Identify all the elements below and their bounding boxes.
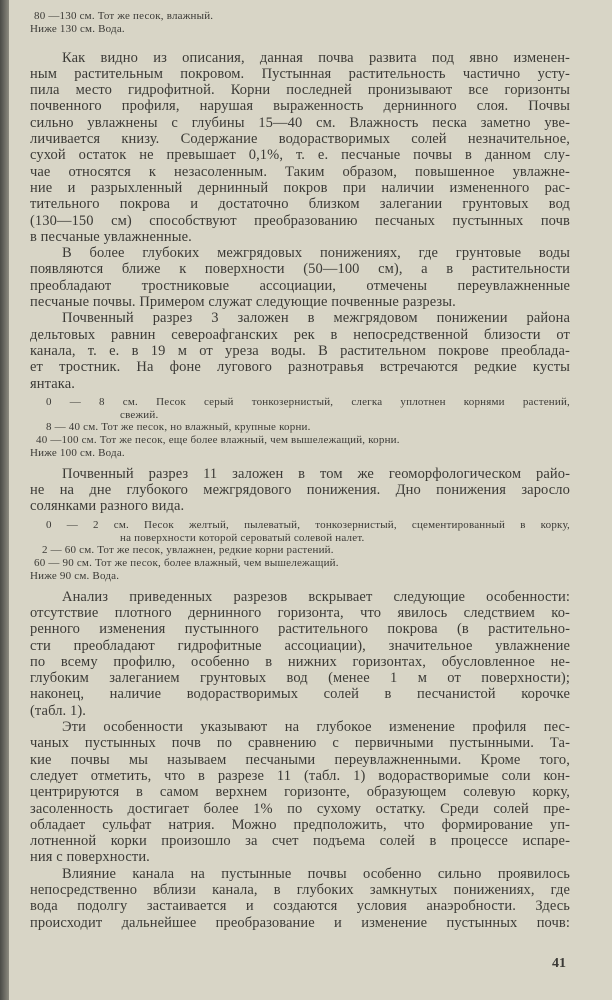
text-line: чае относятся к незасоленным. Таким образом, повышенное увлажне- — [30, 163, 570, 180]
text-line: Влияние канала на пустынные почвы особенно сильно проявилось — [62, 865, 570, 882]
paragraph — [30, 589, 570, 719]
text-line: сильно увлажнены с глубины 15—40 см. Влажность песка заметно уве- — [30, 114, 570, 131]
profile-line: 8 — 40 см. Тот же песок, но влажный, крупные корни. — [46, 421, 311, 434]
text-line: (130—150 см) способствуют преобразованию песчаных пустынных почв — [30, 212, 570, 229]
text-line: отсутствие плотного дернинного горизонта, что явилось следствием ко- — [30, 604, 570, 621]
text-line: сухой остаток не превышает 0,1%, т. е. песчаные почвы в данном слу- — [30, 147, 570, 164]
soil-profile-list — [30, 396, 570, 460]
profile-line: 2 — 60 см. Тот же песок, увлажнен, редкие корни растений. — [42, 544, 334, 557]
text-line: Анализ приведенных разрезов вскрывает следующие особенности: — [62, 588, 570, 605]
soil-profile-list — [30, 10, 570, 36]
text-line: песчаные почвы. Примером служат следующие почвенные разрезы. — [30, 294, 456, 311]
text-line: В более глубоких межгрядовых понижениях, где грунтовые воды — [62, 245, 570, 262]
text-line: центрируются в самом верхнем горизонте, образующем солевую корку, — [30, 784, 570, 801]
text-line: почвенного профиля, нарушая выраженность дернинного слоя. Почвы — [30, 98, 570, 115]
text-line: по всему профилю, особенно в нижних горизонтах, обусловленное не- — [30, 653, 570, 670]
text-line: ет тростник. На фоне лугового разнотравья встречаются редкие кусты — [30, 359, 570, 376]
profile-line: Ниже 90 см. Вода. — [30, 569, 120, 582]
paragraph — [30, 50, 570, 246]
text-line: ренного изменения пустынного растительного покрова (в растительно- — [30, 621, 570, 638]
profile-line: 0 — 8 см. Песок серый тонкозернистый, слегка уплотнен корнями растений, — [46, 395, 570, 408]
text-line: лотненной корки произошло за счет подъема солей в процессе испаре- — [30, 833, 570, 850]
text-line: следует отметить, что в разрезе 11 (табл. 1) водорастворимые соли кон- — [30, 767, 570, 784]
text-line: наконец, наличие водорастворимых солей в песчанистой корочке — [30, 686, 570, 703]
profile-line: 40 —100 см. Тот же песок, еще более влажный, чем вышележащий, корни. — [36, 434, 400, 447]
page-number: 41 — [552, 956, 566, 971]
profile-line: свежий. — [120, 408, 159, 421]
text-line: тительного покрова и достаточно близком залегании грунтовых вод — [30, 196, 570, 213]
page-edge — [0, 0, 9, 1000]
soil-profile-list — [30, 519, 570, 583]
text-line: кие почвы мы называем песчаными переувлажненными. Кроме того, — [30, 751, 570, 768]
profile-line: 60 — 90 см. Тот же песок, более влажный, чем вышележащий. — [34, 557, 339, 570]
text-line: дельтовых равнин североафганских рек в непосредственной близости от — [30, 326, 570, 343]
text-line: вода подолгу застаивается и создаются условия анаэробности. Здесь — [30, 898, 570, 915]
profile-line: 80 —130 см. Тот же песок, влажный. — [34, 10, 214, 22]
paragraph — [30, 245, 570, 310]
text-line: ным растительным покровом. Пустынная растительность частично усту- — [30, 65, 570, 82]
text-line: личивается книзу. Содержание водорастворимых солей незначительное, — [30, 131, 570, 148]
text-line: глубоким залеганием грунтовых вод (менее 1 м от поверхности); — [30, 670, 570, 687]
text-line: засоленность достигает более 1% по сухому остатку. Среди солей пре- — [30, 800, 570, 817]
paragraph — [30, 466, 570, 515]
text-line: появляются ближе к поверхности (50—100 см), а в растительности — [30, 261, 570, 278]
text-line: (табл. 1). — [30, 702, 86, 719]
text-line: ние и разрыхленный дернинный покров при наличии измененного рас- — [30, 179, 570, 196]
text-line: Почвенный разрез 3 заложен в межгрядовом понижении района — [62, 310, 570, 327]
text-line: чаных пустынных почв по сравнению с первичными пустынными. Та- — [30, 735, 570, 752]
text-line: сти преобладают гидрофитные ассоциации), значительное увлажнение — [30, 637, 570, 654]
profile-line: Ниже 130 см. Вода. — [30, 22, 125, 35]
profile-line: Ниже 100 см. Вода. — [30, 447, 125, 460]
text-line: не на дне глубокого межгрядового понижения. Дно понижения заросло — [30, 482, 570, 499]
text-line: канала, т. е. в 19 м от уреза воды. В растительном покрове преоблада- — [30, 342, 570, 359]
text-line: солянками разного вида. — [30, 498, 185, 515]
text-line: преобладают тростниковые ассоциации, отмечены переувлажненные — [30, 277, 570, 294]
text-line: янтака. — [30, 375, 75, 392]
paragraph — [30, 719, 570, 866]
text-line: в песчаные увлажненные. — [30, 228, 192, 245]
text-line: Эти особенности указывают на глубокое изменение профиля пес- — [62, 719, 570, 736]
profile-line: 0 — 2 см. Песок желтый, пылеватый, тонкозернистый, сцементированный в корку, — [46, 518, 570, 531]
document-page — [30, 10, 570, 931]
text-line: ния с поверхности. — [30, 849, 150, 866]
text-line: обладает сульфат натрия. Можно предположить, что формирование уп- — [30, 816, 570, 833]
paragraph — [30, 866, 570, 931]
text-line: происходит дальнейшее преобразование и изменение пустынных почв: — [30, 914, 570, 931]
text-line: Почвенный разрез 11 заложен в том же геоморфологическом райо- — [62, 465, 570, 482]
text-line: пила место гидрофитной. Корни последней пронизывают все горизонты — [30, 82, 570, 99]
text-line: Как видно из описания, данная почва развита под явно изменен- — [62, 49, 570, 66]
profile-line: на поверхности которой сероватый солевой налет. — [120, 531, 365, 544]
text-line: непосредственно вблизи канала, в глубоких замкнутых понижениях, где — [30, 882, 570, 899]
paragraph — [30, 310, 570, 391]
